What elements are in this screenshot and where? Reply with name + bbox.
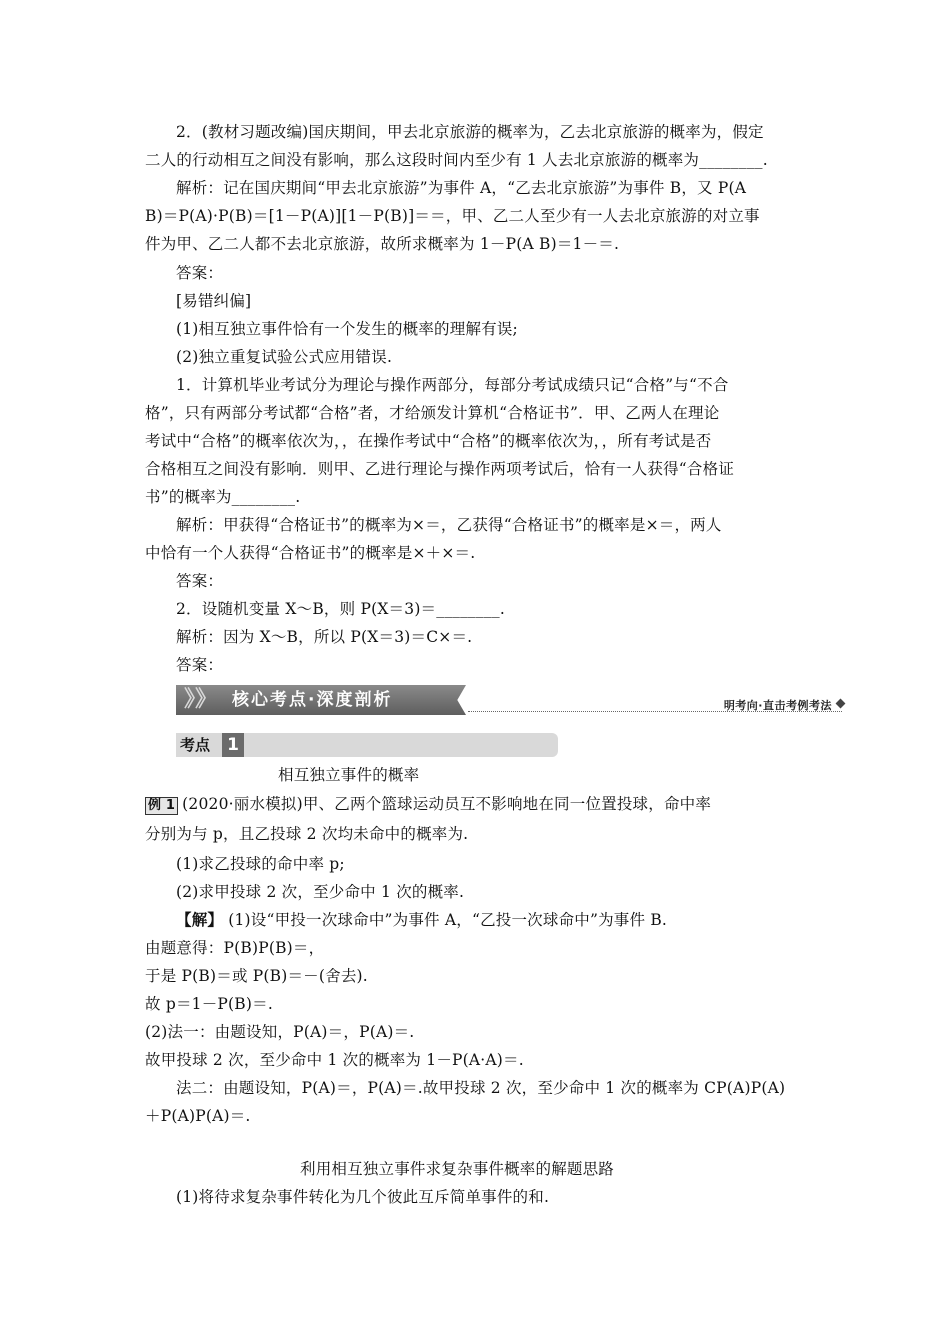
text-line: 二人的行动相互之间没有影响，那么这段时间内至少有 1 人去北京旅游的概率为________. bbox=[145, 151, 768, 169]
text-line: 解析：因为 X～B，所以 P(X＝3)＝C×＝. bbox=[176, 628, 473, 646]
text-line: 于是 P(B)＝或 P(B)＝－(舍去). bbox=[145, 967, 368, 985]
text-line: 由题意得：P(B)P(B)＝， bbox=[145, 939, 325, 957]
text-line: (2)法一：由题设知，P(A)＝，P(A)＝. bbox=[145, 1023, 415, 1041]
text-line: 故 p＝1－P(B)＝. bbox=[145, 995, 273, 1013]
solution-line bbox=[176, 908, 816, 932]
text-line: [易错纠偏] bbox=[176, 292, 252, 310]
banner-subtitle: 明考向·直击考例考法 bbox=[723, 699, 832, 712]
text-line: 1．计算机毕业考试分为理论与操作两部分，每部分考试成绩只记“合格”与“不合 bbox=[176, 376, 729, 394]
kaodian-label: 考点 bbox=[180, 736, 211, 754]
text-line: 法二：由题设知，P(A)＝，P(A)＝.故甲投球 2 次，至少命中 1 次的概率为 CP(A)P(A) bbox=[176, 1079, 786, 1097]
chevron-right-icon: 》》 bbox=[184, 687, 218, 712]
section-banner bbox=[176, 685, 846, 717]
text-line: 书”的概率为________. bbox=[145, 488, 301, 506]
method-title: 利用相互独立事件求复杂事件概率的解题思路 bbox=[300, 1160, 615, 1178]
text-line: 2．设随机变量 X～B，则 P(X＝3)＝________. bbox=[176, 600, 505, 618]
banner-title: 核心考点·深度剖析 bbox=[232, 690, 393, 710]
kaodian-number: 1 bbox=[222, 733, 244, 757]
text-line: 答案： bbox=[176, 572, 224, 590]
example-line bbox=[145, 792, 815, 816]
diamond-icon bbox=[836, 699, 846, 709]
text-line: 解析：甲获得“合格证书”的概率为×＝，乙获得“合格证书”的概率是×＝，两人 bbox=[176, 516, 722, 534]
text-line: 件为甲、乙二人都不去北京旅游，故所求概率为 1－P(A B)＝1－＝. bbox=[145, 235, 620, 253]
text-line: 故甲投球 2 次，至少命中 1 次的概率为 1－P(A·A)＝. bbox=[145, 1051, 524, 1069]
text-line: (1)相互独立事件恰有一个发生的概率的理解有误; bbox=[176, 320, 518, 338]
text-line: 合格相互之间没有影响．则甲、乙进行理论与操作两项考试后，恰有一人获得“合格证 bbox=[145, 460, 735, 478]
text-line: (2)独立重复试验公式应用错误. bbox=[176, 348, 393, 366]
text-line: (1)将待求复杂事件转化为几个彼此互斥简单事件的和. bbox=[176, 1188, 550, 1206]
text-line: 考试中“合格”的概率依次为，，在操作考试中“合格”的概率依次为，，所有考试是否 bbox=[145, 432, 712, 450]
text-line: 解析：记在国庆期间“甲去北京旅游”为事件 A，“乙去北京旅游”为事件 B，又 P(A bbox=[176, 179, 747, 197]
solution-label: 【解】 bbox=[176, 910, 224, 929]
text-line: B)＝P(A)·P(B)＝[1－P(A)][1－P(B)]＝＝，甲、乙二人至少有一人去北京旅游的对立事 bbox=[145, 207, 760, 225]
text-line: ＋P(A)P(A)＝. bbox=[145, 1107, 251, 1125]
text-line: 中恰有一个人获得“合格证书”的概率是×＋×＝. bbox=[145, 544, 476, 562]
text-line: (2)求甲投球 2 次，至少命中 1 次的概率. bbox=[176, 883, 465, 901]
example-text: (2020·丽水模拟)甲、乙两个篮球运动员互不影响地在同一位置投球，命中率 bbox=[182, 795, 712, 813]
text-line: 格”，只有两部分考试都“合格”者，才给颁发计算机“合格证书”．甲、乙两人在理论 bbox=[145, 404, 720, 422]
text-line: 答案： bbox=[176, 656, 224, 674]
text-line: 分别为与 p，且乙投球 2 次均未命中的概率为. bbox=[145, 825, 469, 843]
text-line: 答案： bbox=[176, 264, 224, 282]
topic-title: 相互独立事件的概率 bbox=[278, 766, 420, 784]
text-line: (1)求乙投球的命中率 p; bbox=[176, 855, 345, 873]
text-line: 2．(教材习题改编)国庆期间，甲去北京旅游的概率为，乙去北京旅游的概率为，假定 bbox=[176, 123, 764, 141]
example-tag: 例 1 bbox=[145, 797, 178, 815]
solution-text: (1)设“甲投一次球命中”为事件 A，“乙投一次球命中”为事件 B. bbox=[223, 911, 668, 929]
